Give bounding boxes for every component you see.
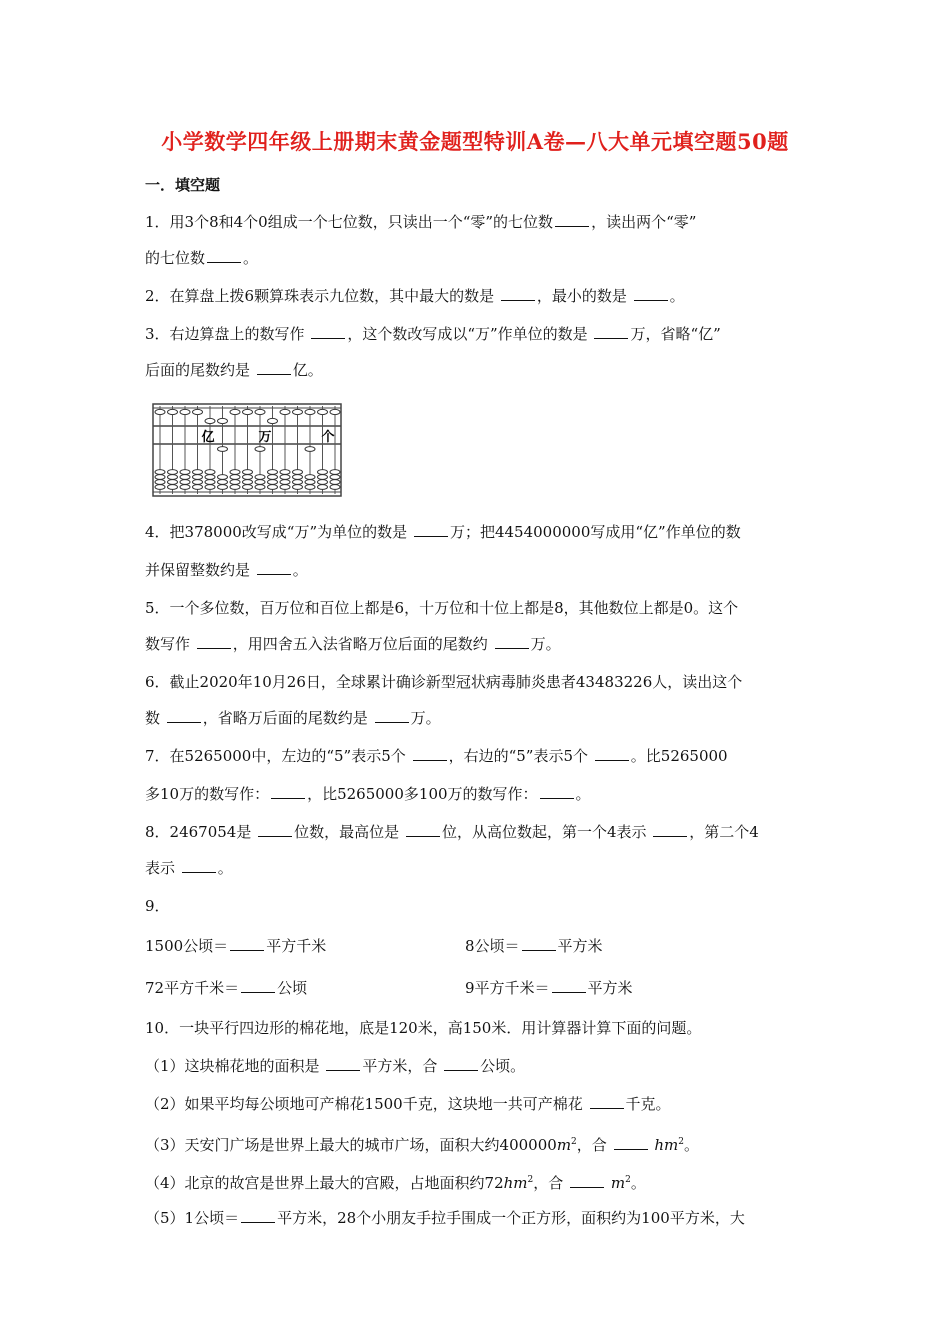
question-8-line-2 (145, 858, 233, 878)
abacus-bead (155, 485, 165, 490)
answer-blank (634, 286, 668, 301)
q1-text-a: 1．用3个8和4个0组成一个七位数，只读出一个“零”的七位数 (145, 213, 554, 231)
q9-text: 公顷 (277, 979, 308, 997)
answer-blank (271, 784, 305, 799)
abacus-bead (230, 485, 240, 490)
abacus-bead (218, 480, 228, 485)
abacus-bead (243, 485, 253, 490)
question-7-line-2 (145, 784, 591, 804)
question-3-line-2 (145, 360, 323, 380)
abacus-bead (155, 409, 165, 414)
q5-text-b: 数写作 (145, 635, 191, 653)
question-10-part-1 (145, 1056, 525, 1076)
q10-text: （4）北京的故宫是世界上最大的宫殿，占地面积约72 (145, 1174, 504, 1192)
abacus-bead (293, 470, 303, 475)
q9-text: 平方米 (557, 937, 603, 955)
abacus-bead (255, 409, 265, 414)
answer-blank (241, 1208, 275, 1223)
answer-blank (311, 324, 345, 339)
answer-blank (522, 936, 556, 951)
abacus-bead (243, 480, 253, 485)
answer-blank (590, 1094, 624, 1109)
q8-text-a: 8．2467054是 (145, 823, 252, 841)
abacus-bead (305, 447, 315, 452)
q7-text-e: ，比5265000多100万的数写作： (307, 785, 538, 803)
abacus-bead (180, 485, 190, 490)
abacus-bead (280, 480, 290, 485)
answer-blank (594, 324, 628, 339)
answer-blank (653, 822, 687, 837)
abacus-bead (293, 409, 303, 414)
q9-text: 1500公顷＝ (145, 937, 229, 955)
q3-text-a: 3．右边算盘上的数写作 (145, 325, 305, 343)
q6-text-c: ，省略万后面的尾数约是 (202, 709, 368, 727)
q6-text-a: 6．截止2020年10月26日，全球累计确诊新型冠状病毒肺炎患者43483226人，读出这个 (145, 673, 743, 691)
answer-blank (257, 560, 291, 575)
abacus-bead (230, 409, 240, 414)
question-10-stem: 10．一块平行四边形的棉花地，底是120米，高150米．用计算器计算下面的问题。 (145, 1019, 702, 1037)
abacus-bead (280, 485, 290, 490)
unit-exponent: 2 (678, 1137, 684, 1147)
question-10-part-3 (145, 1132, 699, 1155)
q10-text: ，合 (533, 1174, 564, 1192)
abacus-bead (330, 409, 340, 414)
answer-blank (258, 822, 292, 837)
abacus-bead (193, 409, 203, 414)
q7-text-b: ，右边的“5”表示5个 (448, 747, 588, 765)
abacus-bead (330, 475, 340, 480)
abacus-bead (280, 475, 290, 480)
q1-text-d: 。 (243, 249, 259, 267)
q10-text: 。 (683, 1136, 699, 1154)
q10-text: 平方米，28个小朋友手拉手围成一个正方形，面积约为100平方米，大 (277, 1209, 745, 1227)
q7-text-a: 7．在5265000中，左边的“5”表示5个 (145, 747, 406, 765)
question-2 (145, 286, 685, 306)
q5-text-a: 5．一个多位数，百万位和百位上都是6，十万位和十位上都是8，其他数位上都是0。这个 (145, 599, 739, 617)
answer-blank (555, 212, 589, 227)
abacus-bead (180, 480, 190, 485)
answer-blank (230, 936, 264, 951)
abacus-bead (243, 409, 253, 414)
abacus-bead (168, 470, 178, 475)
abacus-bead (155, 470, 165, 475)
question-4-line-2 (145, 560, 308, 580)
q8-text-b: 位数，最高位是 (294, 823, 400, 841)
q1-text-c: 的七位数 (145, 249, 206, 267)
abacus-bead (205, 418, 215, 423)
question-10-part-5 (145, 1208, 745, 1228)
abacus-bead (305, 480, 315, 485)
question-9-row-1-right (465, 936, 603, 956)
abacus-bead (268, 475, 278, 480)
abacus-bead (280, 409, 290, 414)
q7-text-c: 。比5265000 (630, 747, 728, 765)
page-title: 小学数学四年级上册期末黄金题型特训A卷—八大单元填空题50题 (161, 129, 789, 154)
q9-text: 平方米 (587, 979, 633, 997)
abacus-bead (168, 485, 178, 490)
question-1-line-1 (145, 212, 696, 232)
q10-text: 平方米，合 (362, 1057, 438, 1075)
abacus-bead (318, 480, 328, 485)
q1-text-b: ，读出两个“零” (591, 213, 697, 231)
answer-blank (595, 746, 629, 761)
abacus-bead (305, 475, 315, 480)
question-6-line-2 (145, 708, 441, 728)
abacus-bead (230, 470, 240, 475)
section-heading: 一．填空题 (145, 176, 221, 194)
question-1-line-2 (145, 248, 258, 268)
question-9-row-1-left (145, 936, 326, 956)
answer-blank (570, 1173, 604, 1188)
abacus-bead (268, 480, 278, 485)
q8-text-f: 。 (217, 859, 233, 877)
q10-text: （5）1公顷＝ (145, 1209, 240, 1227)
q2-text-a: 2．在算盘上拨6颗算珠表示九位数，其中最大的数是 (145, 287, 495, 305)
abacus-bead (280, 470, 290, 475)
answer-blank (257, 360, 291, 375)
answer-blank (182, 858, 216, 873)
abacus-bead (218, 418, 228, 423)
q8-text-c: 位，从高位数起，第一个4表示 (441, 823, 647, 841)
q9-text: 8公顷＝ (465, 937, 520, 955)
q9-text: 平方千米 (266, 937, 327, 955)
question-10-part-4 (145, 1170, 646, 1193)
abacus-bead (193, 485, 203, 490)
q6-text-b: 数 (145, 709, 161, 727)
abacus-bead (155, 480, 165, 485)
q10-text: 公顷。 (480, 1057, 526, 1075)
answer-blank (552, 978, 586, 993)
q3-text-b: ，这个数改写成以“万”作单位的数是 (347, 325, 588, 343)
abacus-bead (293, 475, 303, 480)
answer-blank (406, 822, 440, 837)
q10-text: 千克。 (625, 1095, 671, 1113)
answer-blank (444, 1056, 478, 1071)
abacus-bead (230, 475, 240, 480)
q8-text-e: 表示 (145, 859, 176, 877)
answer-blank (614, 1135, 648, 1150)
q10-text: （2）如果平均每公顷地可产棉花1500千克，这块地一共可产棉花 (145, 1095, 583, 1113)
abacus-bead (255, 485, 265, 490)
answer-blank (414, 522, 448, 537)
question-7-line-1 (145, 746, 728, 766)
answer-blank (501, 286, 535, 301)
q10-text: ，合 (576, 1136, 607, 1154)
q3-text-e: 亿。 (292, 361, 323, 379)
abacus-bead (305, 485, 315, 490)
abacus-bead (305, 409, 315, 414)
abacus-bead (268, 470, 278, 475)
abacus-label-yi: 亿 (201, 430, 215, 445)
q7-text-f: 。 (575, 785, 591, 803)
question-10-part-2 (145, 1094, 671, 1114)
abacus-bead (255, 480, 265, 485)
abacus-bead (180, 475, 190, 480)
question-6-line-1 (145, 672, 742, 692)
abacus-bead (218, 447, 228, 452)
abacus-bead (293, 485, 303, 490)
abacus-bead (168, 409, 178, 414)
q3-text-d: 后面的尾数约是 (145, 361, 251, 379)
answer-blank (241, 978, 275, 993)
q10-text: （3）天安门广场是世界上最大的城市广场，面积大约400000 (145, 1136, 557, 1154)
abacus-bead (255, 447, 265, 452)
question-4-line-1 (145, 522, 741, 542)
abacus-bead (243, 475, 253, 480)
q5-text-d: 万。 (530, 635, 561, 653)
abacus-bead (255, 475, 265, 480)
abacus-bead (268, 418, 278, 423)
abacus-bead (193, 480, 203, 485)
abacus-bead (293, 480, 303, 485)
abacus-bead (205, 475, 215, 480)
answer-blank (495, 634, 529, 649)
abacus-bead (318, 470, 328, 475)
q3-text-c: 万，省略“亿” (630, 325, 721, 343)
q10-text: （1）这块棉花地的面积是 (145, 1057, 320, 1075)
abacus-bead (205, 470, 215, 475)
unit-exponent: 2 (625, 1175, 631, 1185)
abacus-bead (180, 409, 190, 414)
q2-text-b: ，最小的数是 (536, 287, 627, 305)
answer-blank (540, 784, 574, 799)
unit-m: m (610, 1174, 626, 1192)
abacus-bead (205, 480, 215, 485)
abacus-bead (205, 485, 215, 490)
answer-blank (167, 708, 201, 723)
abacus-bead (168, 475, 178, 480)
abacus-bead (218, 475, 228, 480)
abacus-bead (318, 485, 328, 490)
abacus-bead (155, 475, 165, 480)
unit-hm: hm (503, 1174, 528, 1192)
abacus-bead (230, 480, 240, 485)
question-9-row-2-left (145, 978, 307, 998)
abacus-bead (330, 485, 340, 490)
abacus-bead (330, 480, 340, 485)
abacus-bead (218, 485, 228, 490)
answer-blank (207, 248, 241, 263)
unit-exponent: 2 (527, 1175, 534, 1185)
q10-text: 。 (630, 1174, 646, 1192)
q8-text-d: ，第二个4 (689, 823, 759, 841)
question-9-row-2-right (465, 978, 633, 998)
abacus-bead (268, 485, 278, 490)
question-9-number: 9． (145, 897, 170, 915)
abacus-bead (193, 470, 203, 475)
abacus-bead (243, 470, 253, 475)
q4-text-a: 4．把378000改写成“万”为单位的数是 (145, 523, 408, 541)
abacus-label-ge: 个 (321, 430, 335, 445)
answer-blank (413, 746, 447, 761)
abacus-bead (330, 470, 340, 475)
q4-text-c: 并保留整数约是 (145, 561, 251, 579)
question-5-line-2 (145, 634, 561, 654)
question-3-line-1 (145, 324, 721, 344)
q9-text: 72平方千米＝ (145, 979, 240, 997)
abacus-label-wan: 万 (258, 430, 272, 445)
question-8-line-1 (145, 822, 759, 842)
question-5-line-1 (145, 598, 738, 618)
answer-blank (326, 1056, 360, 1071)
answer-blank (197, 634, 231, 649)
q4-text-d: 。 (292, 561, 308, 579)
q5-text-c: ，用四舍五入法省略万位后面的尾数约 (232, 635, 488, 653)
abacus-bead (318, 475, 328, 480)
unit-m: m (556, 1136, 572, 1154)
q7-text-d: 多10万的数写作： (145, 785, 270, 803)
q2-text-c: 。 (669, 287, 685, 305)
unit-exponent: 2 (571, 1137, 577, 1147)
abacus-bead (180, 470, 190, 475)
abacus-bead (318, 409, 328, 414)
q9-text: 9平方千米＝ (465, 979, 550, 997)
q6-text-d: 万。 (410, 709, 441, 727)
unit-hm: hm (654, 1136, 679, 1154)
abacus-bead (193, 475, 203, 480)
abacus-figure (152, 398, 342, 498)
q4-text-b: 万；把4454000000写成用“亿”作单位的数 (449, 523, 741, 541)
answer-blank (375, 708, 409, 723)
abacus-bead (168, 480, 178, 485)
